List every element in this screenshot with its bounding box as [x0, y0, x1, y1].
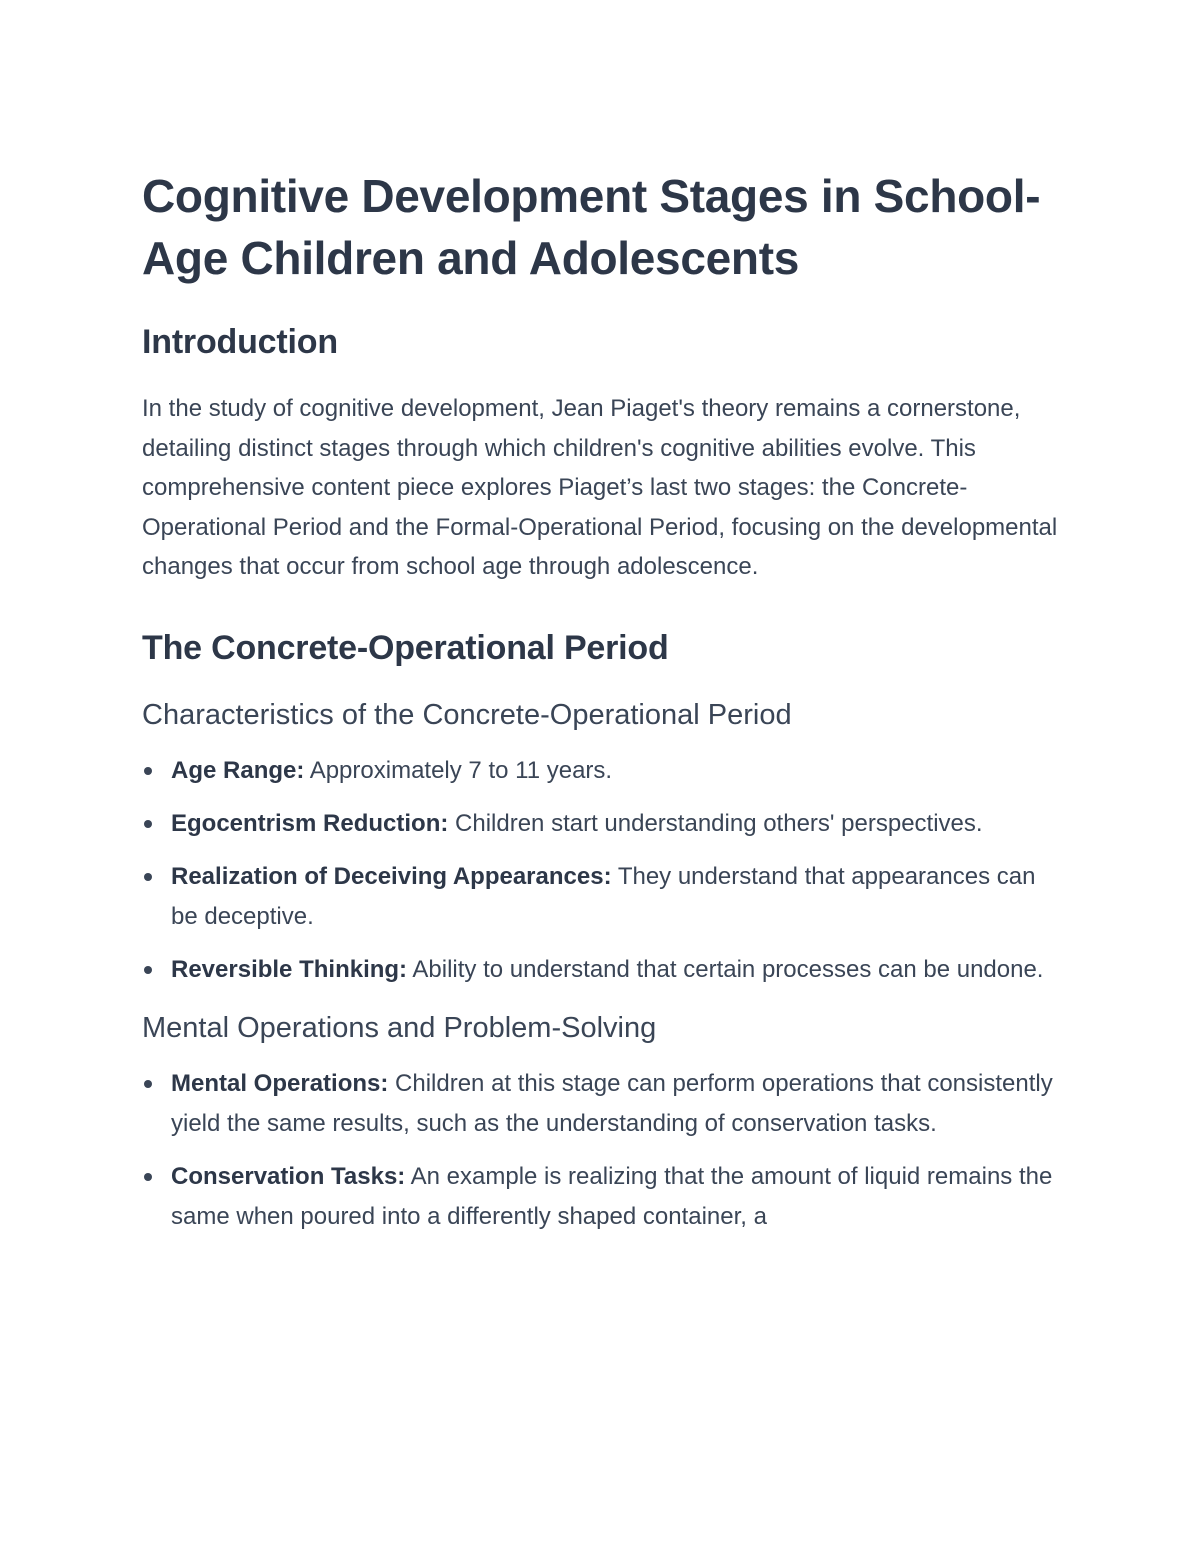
bullet-icon — [144, 820, 152, 828]
characteristics-list — [142, 751, 1067, 990]
introduction-heading: Introduction — [142, 323, 338, 361]
bullet-icon — [144, 1173, 152, 1181]
list-item-mental-operations — [142, 1064, 1067, 1144]
document-title: Cognitive Development Stages in School-Age Children and Adolescents — [142, 170, 1041, 284]
mental-operations-list — [142, 1064, 1067, 1237]
list-item-term: Mental Operations: — [171, 1069, 389, 1097]
list-item-age-range — [142, 751, 1067, 791]
list-item-text: Ability to understand that certain processes can be undone. — [407, 955, 1044, 983]
introduction-paragraph: In the study of cognitive development, Jean Piaget's theory remains a cornerstone, detailing distinct stages through which children's cognitive abilities evolve. This comprehensive content piece explores Piaget’s last two stages: the Concrete-Operational Period and the Formal-Operational Period, focusing on the developmental changes that occur from school age through adolescence. — [142, 395, 1058, 580]
list-item-term: Reversible Thinking: — [171, 955, 408, 983]
list-item-text: Children start understanding others' perspectives. — [448, 809, 983, 837]
list-item-term: Egocentrism Reduction: — [171, 809, 449, 837]
list-item-egocentrism-reduction — [142, 804, 1067, 844]
bullet-icon — [144, 767, 152, 775]
list-item-text: Children at this stage can perform operations that consistently yield the same results, such as the understanding of conservation tasks. — [171, 1069, 1053, 1137]
concrete-period-heading: The Concrete-Operational Period — [142, 628, 669, 667]
list-item-term: Conservation Tasks: — [171, 1162, 406, 1190]
bullet-icon — [144, 873, 152, 881]
mental-operations-heading: Mental Operations and Problem-Solving — [142, 1011, 657, 1044]
document-page — [142, 165, 1067, 1250]
list-item-text: They understand that appearances can be deceptive. — [171, 862, 1036, 930]
list-item-term: Age Range: — [171, 756, 305, 784]
list-item-text: Approximately 7 to 11 years. — [304, 756, 613, 784]
list-item-text: An example is realizing that the amount of liquid remains the same when poured into a differently shaped container, a — [171, 1162, 1053, 1230]
list-item-term: Realization of Deceiving Appearances: — [171, 862, 612, 890]
list-item-reversible-thinking — [142, 950, 1067, 990]
list-item-deceiving-appearances — [142, 857, 1067, 937]
list-item-conservation-tasks — [142, 1157, 1067, 1237]
bullet-icon — [144, 1080, 152, 1088]
characteristics-heading: Characteristics of the Concrete-Operational Period — [142, 698, 792, 731]
bullet-icon — [144, 966, 152, 974]
